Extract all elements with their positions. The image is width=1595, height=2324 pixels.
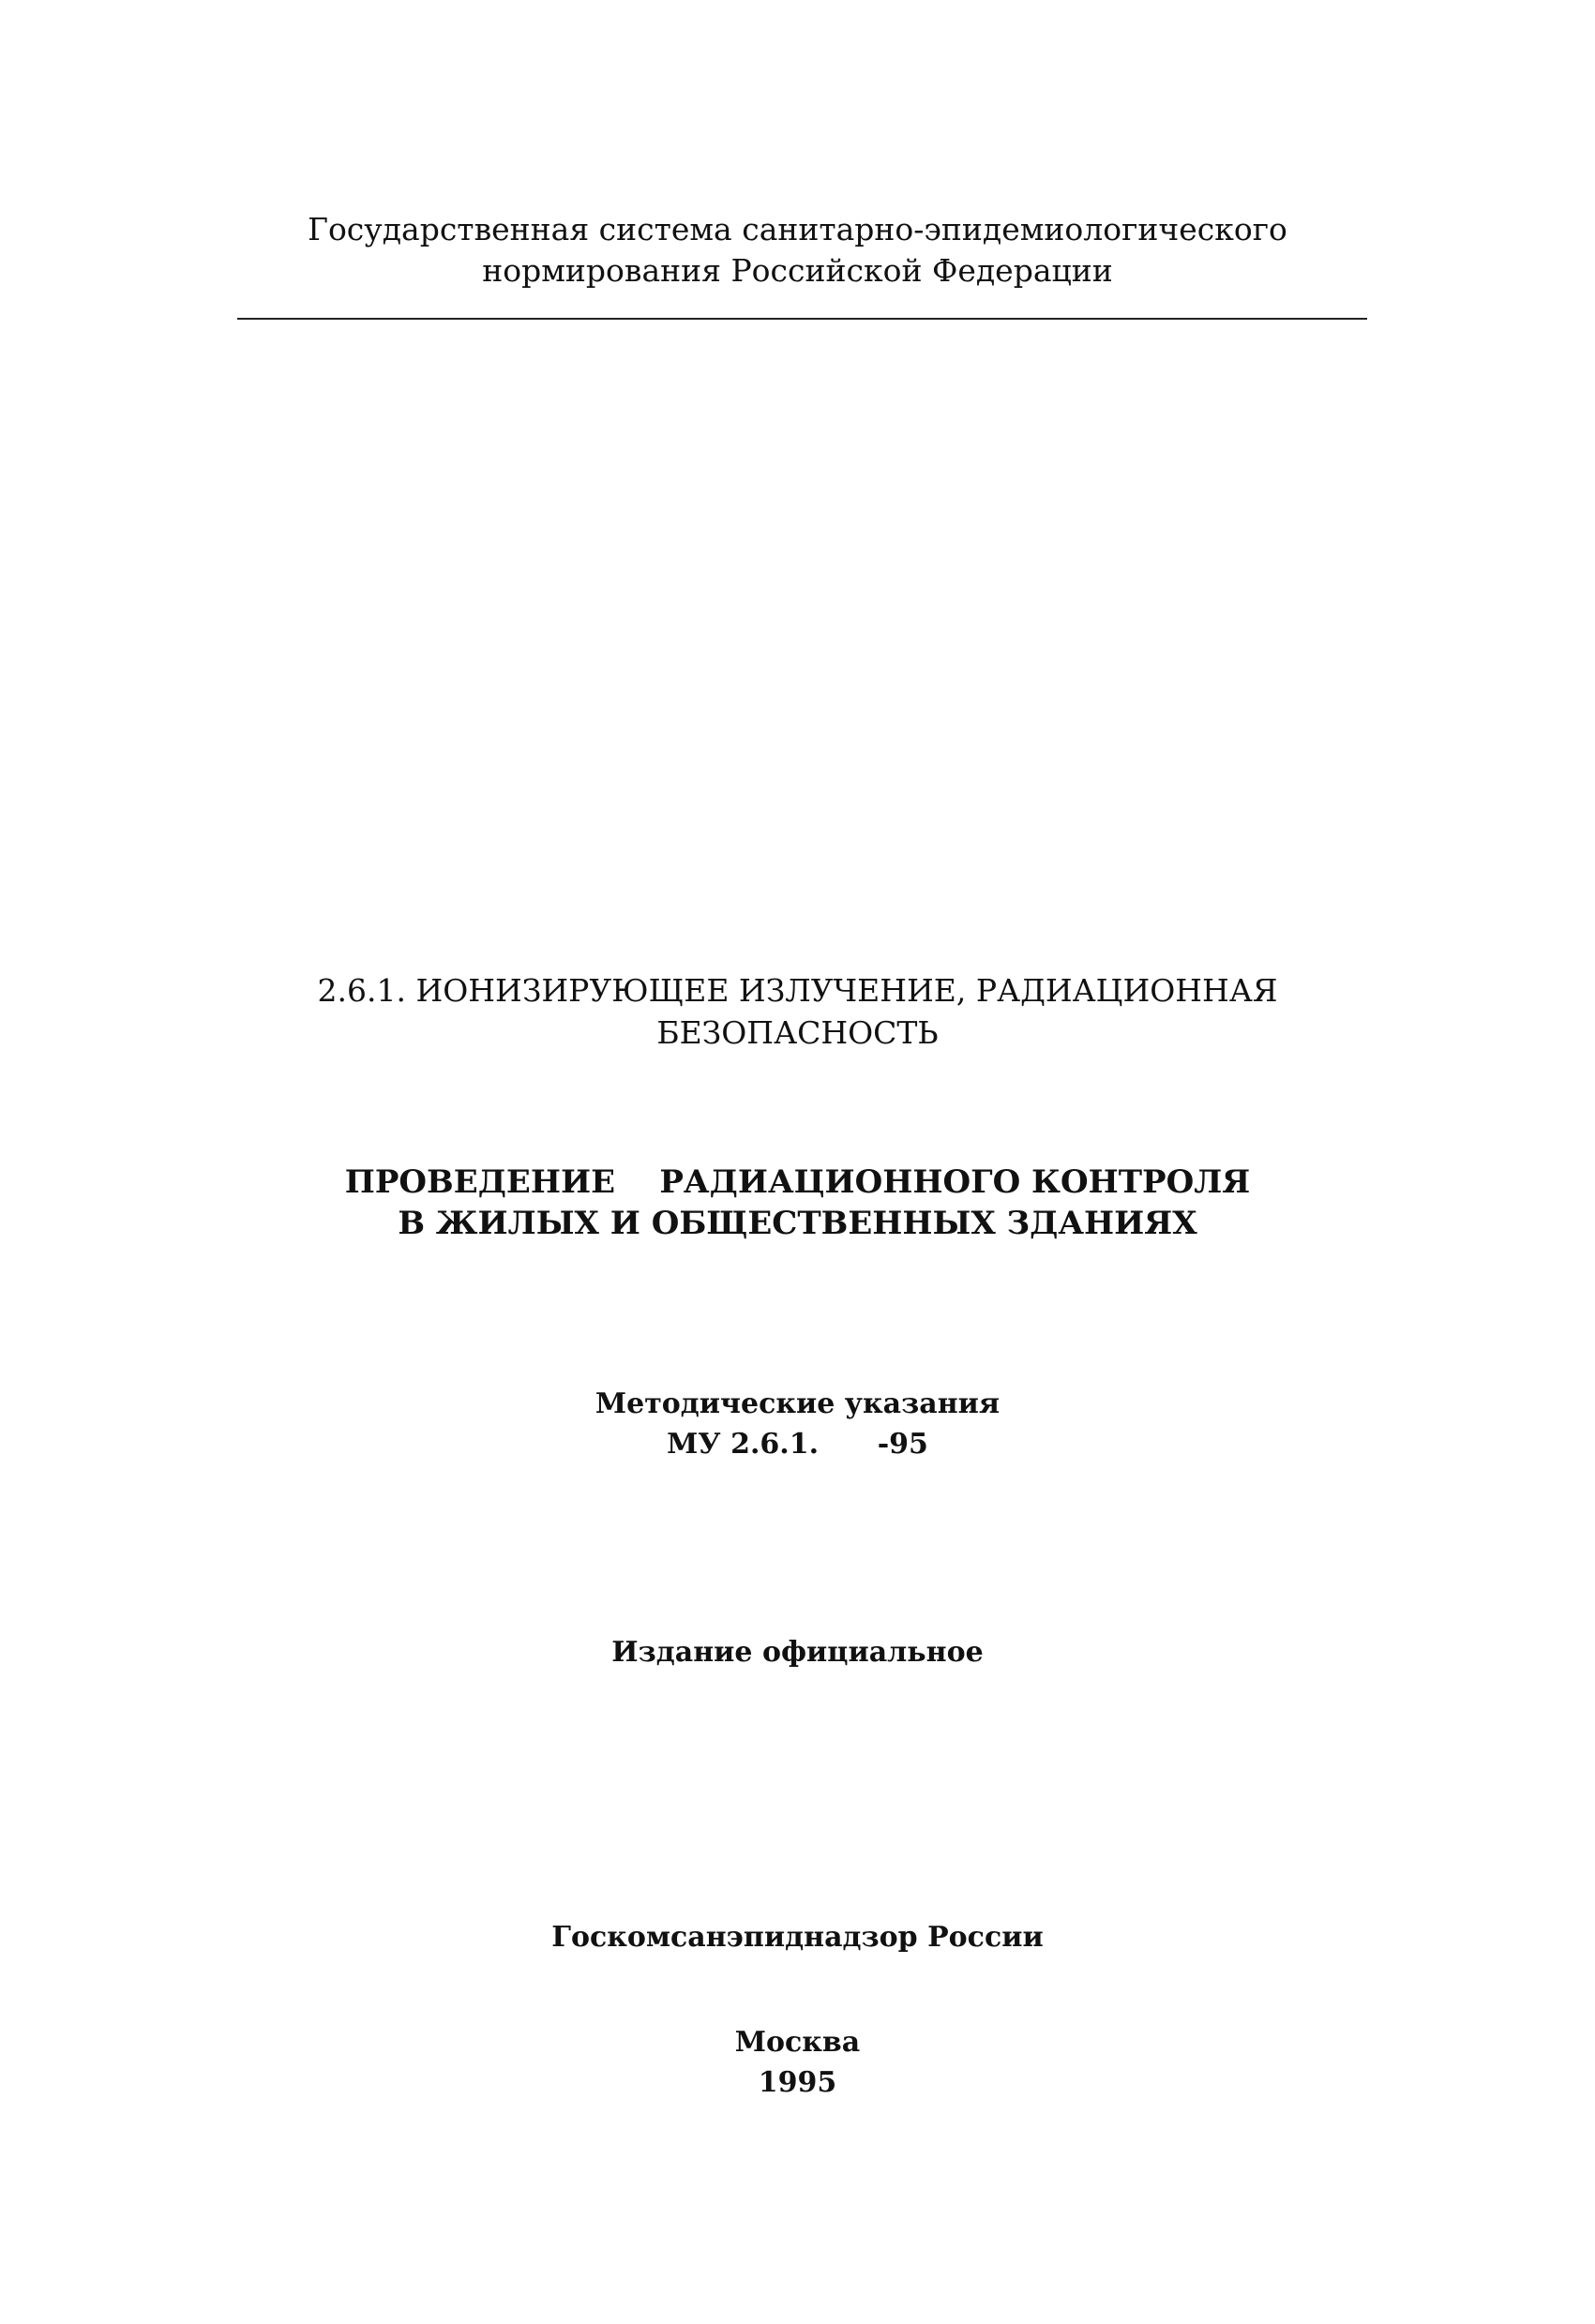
series-line-2: БЕЗОПАСНОСТЬ (656, 1014, 939, 1051)
document-code: МУ 2.6.1. -95 (667, 1428, 928, 1461)
publisher-name: Госкомсанэпиднадзор России (551, 1921, 1044, 1954)
header-divider (237, 318, 1367, 320)
series-line-1: 2.6.1. ИОНИЗИРУЮЩЕЕ ИЗЛУЧЕНИЕ, РАДИАЦИОННАЯ (317, 972, 1278, 1009)
document-type-label: Методические указания (594, 1387, 1001, 1420)
title-line-1: ПРОВЕДЕНИЕ РАДИАЦИОННОГО КОНТРОЛЯ (344, 1163, 1251, 1201)
header-line-1: Государственная система санитарно-эпидемиологического (308, 211, 1287, 247)
header-line-2: нормирования Российской Федерации (482, 252, 1113, 289)
title-line-2: В ЖИЛЫХ И ОБЩЕСТВЕННЫХ ЗДАНИЯХ (398, 1205, 1197, 1242)
publication-year: 1995 (758, 2066, 837, 2099)
edition-label: Издание официальное (611, 1636, 984, 1669)
publication-place: Москва (734, 2026, 861, 2059)
